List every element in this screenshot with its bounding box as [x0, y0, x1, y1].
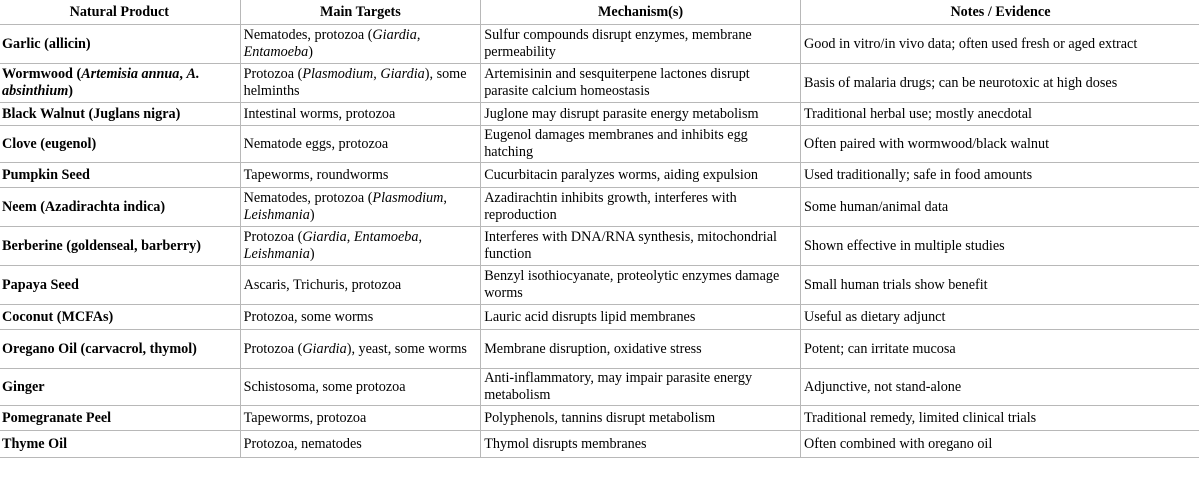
notes-cell: Good in vitro/in vivo data; often used fresh or aged extract — [800, 25, 1199, 64]
notes-cell: Used traditionally; safe in food amounts — [800, 163, 1199, 188]
italic-text: Giardia — [302, 229, 347, 245]
italic-text: Giardia — [372, 27, 417, 43]
italic-text: Artemisia annua — [81, 66, 180, 82]
product-name-cell: Black Walnut (Juglans nigra) — [0, 103, 240, 126]
targets-cell — [240, 25, 481, 64]
italic-text: Giardia — [380, 66, 425, 82]
text-segment: Nematodes, protozoa ( — [243, 27, 373, 43]
mechanism-cell: Azadirachtin inhibits growth, interferes with reproduction — [481, 188, 801, 227]
text-segment: ), some helminths — [243, 66, 467, 99]
targets-cell — [240, 126, 481, 163]
text-segment: Nematodes, protozoa ( — [243, 190, 373, 206]
text-segment: Protozoa, nematodes — [243, 435, 362, 452]
product-name-cell: Thyme Oil — [0, 431, 240, 458]
text-segment: ) — [309, 246, 315, 262]
text-segment: , — [346, 229, 354, 245]
mechanism-cell: Polyphenols, tannins disrupt metabolism — [481, 406, 801, 431]
targets-cell — [240, 163, 481, 188]
italic-text: Leishmania — [243, 246, 310, 262]
notes-cell: Potent; can irritate mucosa — [800, 330, 1199, 369]
mechanism-cell: Benzyl isothiocyanate, proteolytic enzymes damage worms — [481, 266, 801, 305]
mechanism-cell: Sulfur compounds disrupt enzymes, membrane permeability — [481, 25, 801, 64]
table-row — [0, 330, 1199, 369]
header-product: Natural Product — [0, 0, 240, 25]
targets-cell — [240, 64, 481, 103]
table-row — [0, 25, 1199, 64]
product-name-cell: Neem (Azadirachta indica) — [0, 188, 240, 227]
notes-cell: Traditional remedy, limited clinical trials — [800, 406, 1199, 431]
mechanism-cell: Thymol disrupts membranes — [481, 431, 801, 458]
product-name-cell: Garlic (allicin) — [0, 25, 240, 64]
text-segment: Nematode eggs, protozoa — [243, 135, 389, 152]
targets-cell — [240, 227, 481, 266]
table-row — [0, 188, 1199, 227]
text-segment: Ascaris, Trichuris, protozoa — [243, 276, 402, 293]
italic-text: Plasmodium — [302, 66, 374, 82]
table-row — [0, 227, 1199, 266]
text-segment: Protozoa ( — [243, 229, 303, 245]
product-name-cell: Pomegranate Peel — [0, 406, 240, 431]
targets-cell — [240, 305, 481, 330]
notes-cell: Useful as dietary adjunct — [800, 305, 1199, 330]
product-name-cell: Ginger — [0, 369, 240, 406]
text-segment: , — [179, 66, 187, 82]
text-segment: ) — [308, 44, 313, 60]
product-name-cell: Oregano Oil (carvacrol, thymol) — [0, 330, 240, 369]
table-row — [0, 64, 1199, 103]
notes-cell: Basis of malaria drugs; can be neurotoxic at high doses — [800, 64, 1199, 103]
table-row — [0, 163, 1199, 188]
table-row — [0, 103, 1199, 126]
mechanism-cell: Artemisinin and sesquiterpene lactones disrupt parasite calcium homeostasis — [481, 64, 801, 103]
notes-cell: Small human trials show benefit — [800, 266, 1199, 305]
targets-cell — [240, 431, 481, 458]
text-segment: ) — [68, 83, 73, 99]
text-segment: Protozoa ( — [243, 66, 303, 82]
table-row — [0, 406, 1199, 431]
notes-cell: Traditional herbal use; mostly anecdotal — [800, 103, 1199, 126]
targets-cell — [240, 406, 481, 431]
notes-cell: Often combined with oregano oil — [800, 431, 1199, 458]
product-name-cell: Clove (eugenol) — [0, 126, 240, 163]
header-notes: Notes / Evidence — [800, 0, 1199, 25]
mechanism-cell: Membrane disruption, oxidative stress — [481, 330, 801, 369]
text-segment: ), yeast, some worms — [346, 340, 467, 357]
italic-text: Entamoeba — [243, 44, 309, 60]
text-segment: Schistosoma, some protozoa — [243, 378, 406, 395]
text-segment: , — [416, 27, 421, 43]
table-row — [0, 266, 1199, 305]
table-body — [0, 25, 1199, 458]
text-segment: Intestinal worms, protozoa — [243, 105, 396, 122]
targets-cell — [240, 103, 481, 126]
text-segment: , — [373, 66, 381, 82]
mechanism-cell: Anti-inflammatory, may impair parasite energy metabolism — [481, 369, 801, 406]
mechanism-cell: Interferes with DNA/RNA synthesis, mitochondrial function — [481, 227, 801, 266]
table-row — [0, 369, 1199, 406]
notes-cell: Some human/animal data — [800, 188, 1199, 227]
text-segment: Tapeworms, roundworms — [243, 166, 389, 183]
text-segment: , — [443, 190, 447, 206]
mechanism-cell: Juglone may disrupt parasite energy metabolism — [481, 103, 801, 126]
mechanism-cell: Cucurbitacin paralyzes worms, aiding expulsion — [481, 163, 801, 188]
header-mechanism: Mechanism(s) — [481, 0, 801, 25]
italic-text: Giardia — [302, 340, 347, 357]
product-name-cell: Pumpkin Seed — [0, 163, 240, 188]
targets-cell — [240, 266, 481, 305]
notes-cell: Often paired with wormwood/black walnut — [800, 126, 1199, 163]
header-targets: Main Targets — [240, 0, 481, 25]
text-segment: Wormwood ( — [2, 66, 82, 82]
targets-cell — [240, 188, 481, 227]
table-row — [0, 126, 1199, 163]
italic-text: A. absinthium — [2, 66, 200, 99]
text-segment: Tapeworms, protozoa — [243, 409, 367, 426]
product-name-cell: Berberine (goldenseal, barberry) — [0, 227, 240, 266]
table-row — [0, 431, 1199, 458]
text-segment: ) — [309, 207, 315, 223]
text-segment: Protozoa, some worms — [243, 308, 374, 325]
mechanism-cell: Eugenol damages membranes and inhibits egg hatching — [481, 126, 801, 163]
table-row — [0, 305, 1199, 330]
notes-cell: Shown effective in multiple studies — [800, 227, 1199, 266]
mechanism-cell: Lauric acid disrupts lipid membranes — [481, 305, 801, 330]
notes-cell: Adjunctive, not stand-alone — [800, 369, 1199, 406]
product-name-cell: Papaya Seed — [0, 266, 240, 305]
product-name-cell — [0, 64, 240, 103]
header-row — [0, 0, 1199, 25]
italic-text: Entamoeba — [353, 229, 419, 245]
product-name-cell: Coconut (MCFAs) — [0, 305, 240, 330]
text-segment: , — [418, 229, 422, 245]
targets-cell — [240, 330, 481, 369]
text-segment: Protozoa ( — [243, 340, 303, 357]
italic-text: Leishmania — [243, 207, 310, 223]
italic-text: Plasmodium — [372, 190, 444, 206]
targets-cell — [240, 369, 481, 406]
